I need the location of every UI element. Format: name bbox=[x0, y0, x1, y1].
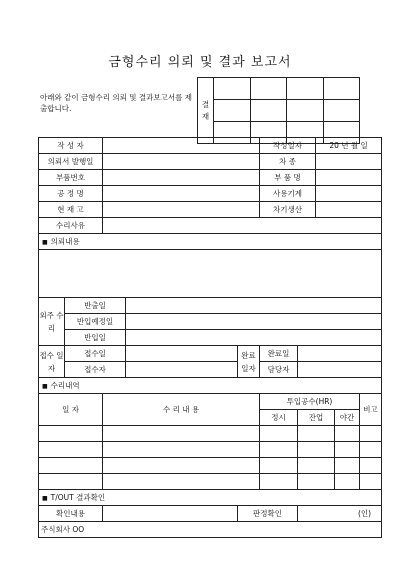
history-cell[interactable] bbox=[103, 458, 260, 474]
history-cell[interactable] bbox=[39, 474, 103, 490]
repair-history-header bbox=[39, 378, 382, 394]
part-no-label: 부품번호 bbox=[39, 170, 103, 186]
completion-label: 완료 일자 bbox=[238, 346, 260, 378]
machine-field[interactable] bbox=[316, 186, 382, 202]
part-name-field[interactable] bbox=[316, 170, 382, 186]
part-no-field[interactable] bbox=[103, 170, 260, 186]
history-cell[interactable] bbox=[39, 458, 103, 474]
car-type-field[interactable] bbox=[316, 154, 382, 170]
next-production-label: 차기생산 bbox=[260, 202, 316, 218]
history-cell[interactable] bbox=[360, 426, 382, 442]
part-name-label: 부 품 명 bbox=[260, 170, 316, 186]
approval-box bbox=[197, 77, 360, 144]
approval-cell[interactable] bbox=[287, 78, 324, 100]
approval-cell[interactable] bbox=[214, 78, 251, 100]
history-cell[interactable] bbox=[260, 426, 298, 442]
receiver-label: 접수자 bbox=[65, 362, 126, 378]
reason-label: 수리사유 bbox=[39, 218, 103, 234]
out-date-label: 반출일 bbox=[65, 298, 126, 314]
write-date-field[interactable]: 20 년 월 일 bbox=[316, 138, 382, 154]
reason-field[interactable] bbox=[103, 218, 382, 234]
history-cell[interactable] bbox=[260, 458, 298, 474]
history-cell[interactable] bbox=[39, 426, 103, 442]
history-row bbox=[39, 426, 382, 442]
history-date-header: 일 자 bbox=[39, 394, 103, 426]
company-footer: 주식회사 OO bbox=[39, 522, 382, 538]
approval-label: 결 재 bbox=[198, 78, 214, 144]
process-field[interactable] bbox=[103, 186, 260, 202]
approval-cell[interactable] bbox=[251, 100, 287, 122]
approval-cell[interactable] bbox=[214, 100, 251, 122]
history-cell[interactable] bbox=[103, 474, 260, 490]
process-label: 공 정 명 bbox=[39, 186, 103, 202]
writer-label: 작 성 자 bbox=[39, 138, 103, 154]
completion-date-field[interactable] bbox=[298, 346, 382, 362]
car-type-label: 차 종 bbox=[260, 154, 316, 170]
square-bullet-icon: ■ bbox=[42, 383, 48, 390]
in-date-label: 반입일 bbox=[65, 330, 126, 346]
hours-regular-header: 정시 bbox=[260, 410, 298, 426]
history-row bbox=[39, 442, 382, 458]
history-cell[interactable] bbox=[39, 442, 103, 458]
issue-date-field[interactable] bbox=[103, 154, 260, 170]
section-title: T/OUT 결과확인 bbox=[50, 493, 106, 502]
page-title: 금형수리 의뢰 및 결과 보고서 bbox=[108, 55, 292, 70]
approval-cell[interactable] bbox=[251, 78, 287, 100]
history-remark-header: 비고 bbox=[360, 394, 382, 426]
history-cell[interactable] bbox=[360, 458, 382, 474]
history-content-header: 수 리 내 용 bbox=[103, 394, 260, 426]
machine-label: 사용기계 bbox=[260, 186, 316, 202]
completion-date-label: 완료일 bbox=[260, 346, 298, 362]
writer-field[interactable] bbox=[103, 138, 260, 154]
receipt-date-label: 접수일 bbox=[65, 346, 126, 362]
hours-overtime-header: 잔업 bbox=[298, 410, 335, 426]
history-cell[interactable] bbox=[335, 474, 360, 490]
history-cell[interactable] bbox=[298, 442, 335, 458]
stock-label: 현 재 고 bbox=[39, 202, 103, 218]
manager-label: 담당자 bbox=[260, 362, 298, 378]
history-row bbox=[39, 474, 382, 490]
history-cell[interactable] bbox=[360, 442, 382, 458]
stock-field[interactable] bbox=[103, 202, 260, 218]
planned-in-field[interactable] bbox=[126, 314, 382, 330]
receiver-field[interactable] bbox=[126, 362, 238, 378]
history-cell[interactable] bbox=[103, 426, 260, 442]
square-bullet-icon: ■ bbox=[42, 495, 48, 502]
history-cell[interactable] bbox=[260, 442, 298, 458]
approval-cell[interactable] bbox=[324, 100, 360, 122]
history-cell[interactable] bbox=[103, 442, 260, 458]
manager-field[interactable] bbox=[298, 362, 382, 378]
request-content-field[interactable] bbox=[39, 250, 382, 298]
next-production-field[interactable] bbox=[316, 202, 382, 218]
history-cell[interactable] bbox=[260, 474, 298, 490]
planned-in-label: 반입예정일 bbox=[65, 314, 126, 330]
receipt-date-field[interactable] bbox=[126, 346, 238, 362]
approval-cell[interactable] bbox=[287, 100, 324, 122]
confirm-field[interactable] bbox=[103, 506, 238, 522]
history-cell[interactable] bbox=[298, 474, 335, 490]
out-date-field[interactable] bbox=[126, 298, 382, 314]
history-cell[interactable] bbox=[335, 426, 360, 442]
section-title: 의뢰내용 bbox=[50, 237, 80, 246]
approval-cell[interactable] bbox=[324, 78, 360, 100]
confirm-label: 확인내용 bbox=[39, 506, 103, 522]
history-cell[interactable] bbox=[360, 474, 382, 490]
judge-seal-field[interactable]: (인) bbox=[298, 506, 382, 522]
receipt-label: 접수 일자 bbox=[39, 346, 65, 378]
history-cell[interactable] bbox=[298, 426, 335, 442]
report-form bbox=[38, 137, 382, 538]
in-date-field[interactable] bbox=[126, 330, 382, 346]
judge-label: 판정확인 bbox=[238, 506, 298, 522]
history-cell[interactable] bbox=[298, 458, 335, 474]
tout-header bbox=[39, 490, 382, 506]
section-title: 수리내역 bbox=[50, 381, 80, 390]
history-cell[interactable] bbox=[335, 458, 360, 474]
history-hours-header: 투입공수(HR) bbox=[260, 394, 360, 410]
request-content-header bbox=[39, 234, 382, 250]
square-bullet-icon: ■ bbox=[42, 239, 48, 246]
hours-night-header: 야간 bbox=[335, 410, 360, 426]
intro-text: 아래와 같이 금형수리 의뢰 및 결과보고서를 제출합니다. bbox=[40, 93, 192, 113]
issue-date-label: 의뢰서 발행일 bbox=[39, 154, 103, 170]
history-cell[interactable] bbox=[335, 442, 360, 458]
history-row bbox=[39, 458, 382, 474]
write-date-label: 작성일자 bbox=[260, 138, 316, 154]
outsourcing-label: 외주 수리 bbox=[39, 298, 65, 346]
